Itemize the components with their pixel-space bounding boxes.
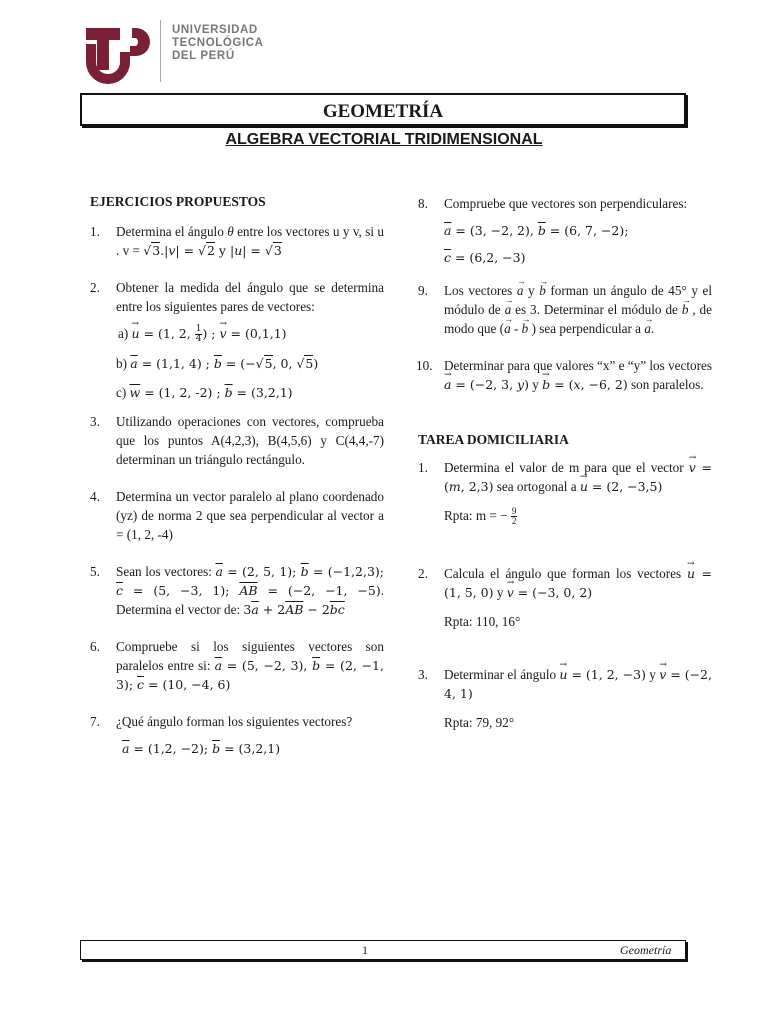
exercise-text: forman un ángulo de 45° y el módulo de — [444, 283, 713, 317]
homework-2: 2. Calcula el ángulo que forman los vectores → u = (1, 5, 0) y → v = (−3, 0, 2) Rpta: 110, 16° — [418, 564, 712, 631]
footer-bar — [80, 940, 686, 960]
exercise-5: 5. Sean los vectores: $\overline{a} = (2$, 5, 1); $\overline{b} = (-1,2,3)$; $\overline{c} = (5$, −3, 1); $\overline{AB} = (-2$, −1, −5). Determina el vector de: $3\overline{a} + 2\overline{AB} - 2\overline{bc}$ — [90, 564, 384, 617]
exercise-text: y — [523, 283, 540, 298]
item-number: 8. — [418, 196, 428, 211]
exercise-text: y — [645, 667, 660, 683]
right-column — [418, 194, 712, 732]
exercise-text: sea ortogonal a — [493, 479, 580, 494]
item-number: 3. — [90, 414, 100, 429]
item-number: 3. — [418, 667, 428, 683]
exercise-text: Calcula el ángulo que forman los vectores — [444, 566, 687, 582]
answer-text: Rpta: 79, 92° — [444, 715, 515, 731]
exercise-text: . Determina el vector de: — [116, 583, 384, 617]
exercise-text: Compruebe si los siguientes vectores son paralelos entre si: — [116, 639, 384, 673]
page-number: 1 — [362, 943, 368, 957]
homework-3: 3. Determinar el ángulo → u = (1, 2, −3) y → v = (−2, 4, 1) Rpta: 79, 92° — [418, 665, 712, 732]
utp-logo-icon — [82, 18, 154, 84]
left-column — [90, 194, 384, 758]
exercise-text: Determina un vector paralelo al plano coordenado (yz) de norma 2 que sea perpendicular al vector a = (1, 2, -4) — [116, 489, 384, 542]
exercise-10: 10. Determinar para que valores “x” e “y” los vectores → a = (−2, 3, y) y → b = (x, −6, 2) son paralelos. — [418, 356, 712, 394]
logo-line-3: DEL PERÚ — [172, 50, 235, 62]
item-number: 2. — [418, 566, 428, 582]
exercise-text: ) sea perpendicular a — [528, 321, 645, 336]
exercise-text: Determinar para que valores “x” e “y” los vectores — [444, 358, 713, 373]
exercise-text: Utilizando operaciones con vectores, comprueba que los puntos A(4,2,3), B(4,5,6) y C(4,4,-7) determinan un triángulo rectángulo. — [116, 414, 384, 467]
item-number: 10. — [416, 358, 433, 373]
item-number: 2. — [90, 280, 100, 295]
page-title: GEOMETRÍA — [80, 93, 686, 126]
exercise-text: Obtener la medida del ángulo que se determina entre los siguientes pares de vectores: — [116, 280, 384, 314]
exercise-3 — [90, 412, 384, 469]
exercise-text: , de modo que ( — [444, 302, 713, 336]
exercise-text: Los vectores — [444, 283, 517, 298]
university-name — [172, 24, 264, 63]
exercise-2: 2. Obtener la medida del ángulo que se determina entre los siguientes pares de vectores: a) → u = (1, 2, $\frac{1}{4}$ ) ; → v = (0,1,1) b) $\overline{a} = (1,1$, 4) ; $\overline{b} = (-√5$, 0, √5) c) $\overline{w} = (1$, 2, -2) ; $\overline{b} = (3,2,1)$ — [90, 278, 384, 402]
item-number: 1. — [90, 224, 100, 239]
page-subtitle: ALGEBRA VECTORIAL TRIDIMENSIONAL — [225, 131, 543, 148]
section-tarea: TAREA DOMICILIARIA — [418, 432, 569, 447]
logo-divider — [160, 20, 161, 82]
item-number: 5. — [90, 564, 100, 579]
exercise-text: y — [493, 585, 507, 601]
exercise-text: Sean los vectores: — [116, 564, 216, 579]
exercise-text: - — [510, 321, 522, 336]
exercise-text: Determinar el ángulo — [444, 667, 560, 683]
exercise-text: entre los vectores u y v, si u . v = — [116, 224, 384, 258]
answer-text: Rpta: m = − — [444, 508, 508, 523]
exercise-6: 6. Compruebe si los siguientes vectores son paralelos entre si: $\overline{a} = (5$, −2, 3), $\overline{b} = (2$, −1, 3); $\overline{c} = (10$, −4, 6) — [90, 639, 384, 692]
section-ejercicios: EJERCICIOS PROPUESTOS — [90, 194, 266, 209]
item-number: 1. — [418, 460, 428, 475]
sub-label: a) — [118, 326, 132, 341]
logo-line-2: TECNOLÓGICA — [172, 37, 264, 49]
sub-label: b) — [116, 356, 131, 371]
exercise-9: 9. Los vectores → a y → b forman un ángulo de 45° y el módulo de → a es 3. Determinar el módulo de → b , de modo que (→ a - → b ) sea perpendicular a → a. — [418, 281, 712, 338]
item-number: 7. — [90, 714, 100, 729]
exercise-1: 1. Determina el ángulo θ entre los vectores u y v, si u . v = √3.|v| = √2 y |u| = √3 — [90, 224, 384, 258]
item-number: 6. — [90, 639, 100, 654]
exercise-8: 8. Compruebe que vectores son perpendiculares: $\overline{a} = (3$, −2, 2), $\overline{b} = (6$, 7, −2); $\overline{c} = (6,2$, −3) — [418, 196, 688, 265]
exercise-text: Determina el valor de m para que el vector — [444, 460, 689, 475]
item-number: 4. — [90, 489, 100, 504]
exercise-text: Determina el ángulo — [116, 224, 228, 239]
exercise-4 — [90, 487, 384, 544]
logo-line-1: UNIVERSIDAD — [172, 24, 258, 36]
exercise-7: 7. ¿Qué ángulo forman los siguientes vectores? $\overline{a} = (1,2$, −2); $\overline{b} = (3,2,1)$ — [90, 714, 353, 756]
footer-subject: Geometría — [620, 943, 672, 957]
item-number: 9. — [418, 283, 428, 298]
homework-1: 1. Determina el valor de m para que el vector → v = (m, 2,3) sea ortogonal a → u = (2, −3,5) Rpta: m = − $\frac{9}{2}$ — [418, 458, 712, 526]
exercise-text: Compruebe que vectores son perpendiculares: — [444, 196, 688, 211]
exercise-text: ¿Qué ángulo forman los siguientes vectores? — [116, 714, 353, 729]
answer-text: Rpta: 110, 16° — [444, 614, 521, 630]
exercise-text: es 3. Determinar el módulo de — [511, 302, 682, 317]
exercise-text: y — [528, 377, 543, 392]
exercise-text: son paralelos. — [627, 377, 704, 392]
sub-label: c) — [116, 385, 130, 400]
